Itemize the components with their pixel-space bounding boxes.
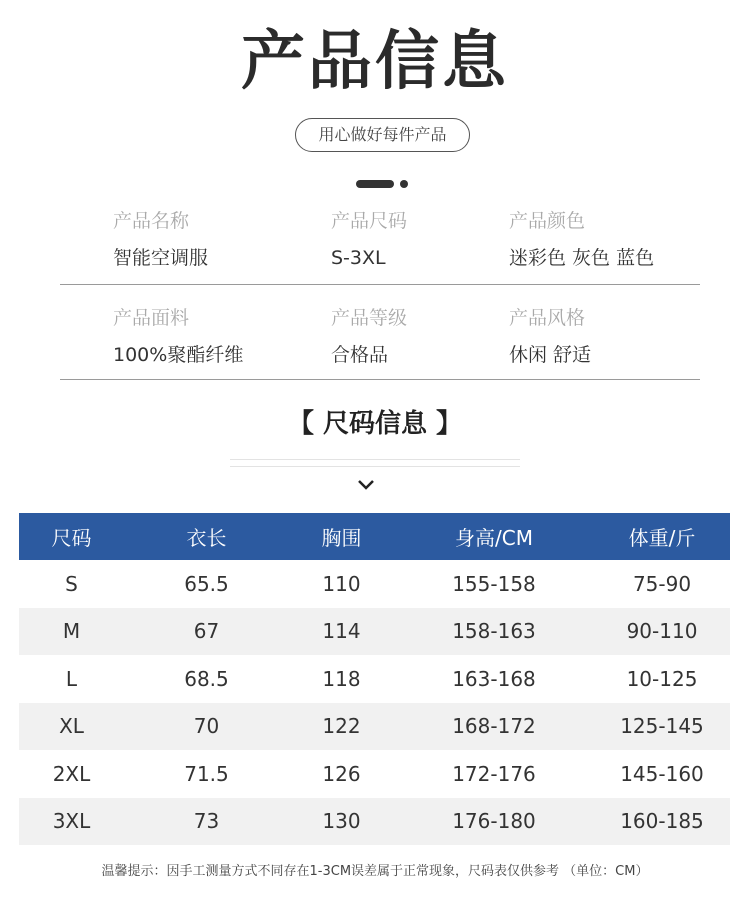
- page-title: 产品信息: [241, 25, 509, 99]
- cell-height: 176-180: [452, 809, 536, 834]
- info-label: 产品等级: [331, 307, 408, 329]
- decorative-dash: [356, 180, 394, 188]
- subtitle-badge: 用心做好每件产品: [295, 118, 470, 152]
- info-value: 智能空调服: [113, 247, 209, 269]
- table-row: [19, 655, 730, 703]
- decorative-dot: [400, 180, 408, 188]
- size-table: [19, 513, 730, 845]
- header-length: 衣长: [186, 526, 227, 550]
- cell-chest: 122: [322, 714, 361, 739]
- cell-height: 168-172: [452, 714, 536, 739]
- cell-chest: 118: [322, 666, 361, 691]
- cell-chest: 114: [322, 619, 361, 644]
- info-value: S-3XL: [331, 247, 386, 269]
- table-row: [19, 703, 730, 751]
- info-fabric: [113, 305, 243, 368]
- cell-weight: 145-160: [620, 761, 704, 786]
- info-divider: [60, 379, 700, 380]
- info-name: [113, 208, 208, 271]
- table-header: [19, 513, 730, 560]
- info-label: 产品面料: [113, 307, 190, 329]
- table-row: [19, 608, 730, 656]
- cell-height: 158-163: [452, 619, 536, 644]
- cell-length: 70: [193, 714, 220, 739]
- cell-size: S: [65, 571, 78, 596]
- header-height: 身高/CM: [455, 526, 533, 550]
- info-style: [509, 305, 591, 368]
- table-row: [19, 750, 730, 798]
- cell-height: 172-176: [452, 761, 536, 786]
- info-label: 产品名称: [113, 210, 190, 232]
- cell-size: M: [62, 619, 81, 644]
- table-row: [19, 798, 730, 846]
- size-section-title: 【 尺码信息 】: [287, 409, 463, 439]
- info-divider: [60, 284, 700, 285]
- cell-length: 73: [193, 809, 220, 834]
- info-row-2: [0, 305, 750, 385]
- header-size: 尺码: [51, 526, 92, 550]
- info-grade: [331, 305, 407, 368]
- cell-height: 163-168: [452, 666, 536, 691]
- cell-chest: 130: [322, 809, 361, 834]
- info-label: 产品尺码: [331, 210, 408, 232]
- table-row: [19, 560, 730, 608]
- cell-length: 68.5: [184, 666, 229, 691]
- cell-length: 65.5: [184, 571, 229, 596]
- info-size: [331, 208, 407, 271]
- info-value: 迷彩色 灰色 蓝色: [509, 247, 655, 269]
- info-value: 合格品: [331, 344, 389, 366]
- info-value: 100%聚酯纤维: [113, 344, 244, 366]
- cell-weight: 75-90: [632, 571, 692, 596]
- chevron-down-icon: [357, 478, 375, 492]
- info-label: 产品风格: [509, 307, 586, 329]
- decorative-line: [230, 466, 520, 467]
- footnote: 温馨提示：因手工测量方式不同存在1-3CM误差属于正常现象，尺码表仅供参考 （单位：CM）: [101, 864, 649, 879]
- cell-size: XL: [59, 714, 84, 739]
- info-color: [509, 208, 654, 271]
- decorative-line: [230, 459, 520, 460]
- cell-weight: 10-125: [626, 666, 698, 691]
- cell-length: 67: [193, 619, 220, 644]
- header-chest: 胸围: [321, 526, 362, 550]
- info-row-1: [0, 208, 750, 288]
- cell-length: 71.5: [184, 761, 229, 786]
- cell-size: 2XL: [52, 761, 91, 786]
- info-value: 休闲 舒适: [509, 344, 592, 366]
- cell-size: L: [65, 666, 78, 691]
- cell-height: 155-158: [452, 571, 536, 596]
- cell-size: 3XL: [52, 809, 91, 834]
- cell-chest: 110: [322, 571, 361, 596]
- cell-weight: 90-110: [626, 619, 698, 644]
- header-weight: 体重/斤: [628, 526, 696, 550]
- info-label: 产品颜色: [509, 210, 586, 232]
- cell-weight: 160-185: [620, 809, 704, 834]
- cell-chest: 126: [322, 761, 361, 786]
- cell-weight: 125-145: [620, 714, 704, 739]
